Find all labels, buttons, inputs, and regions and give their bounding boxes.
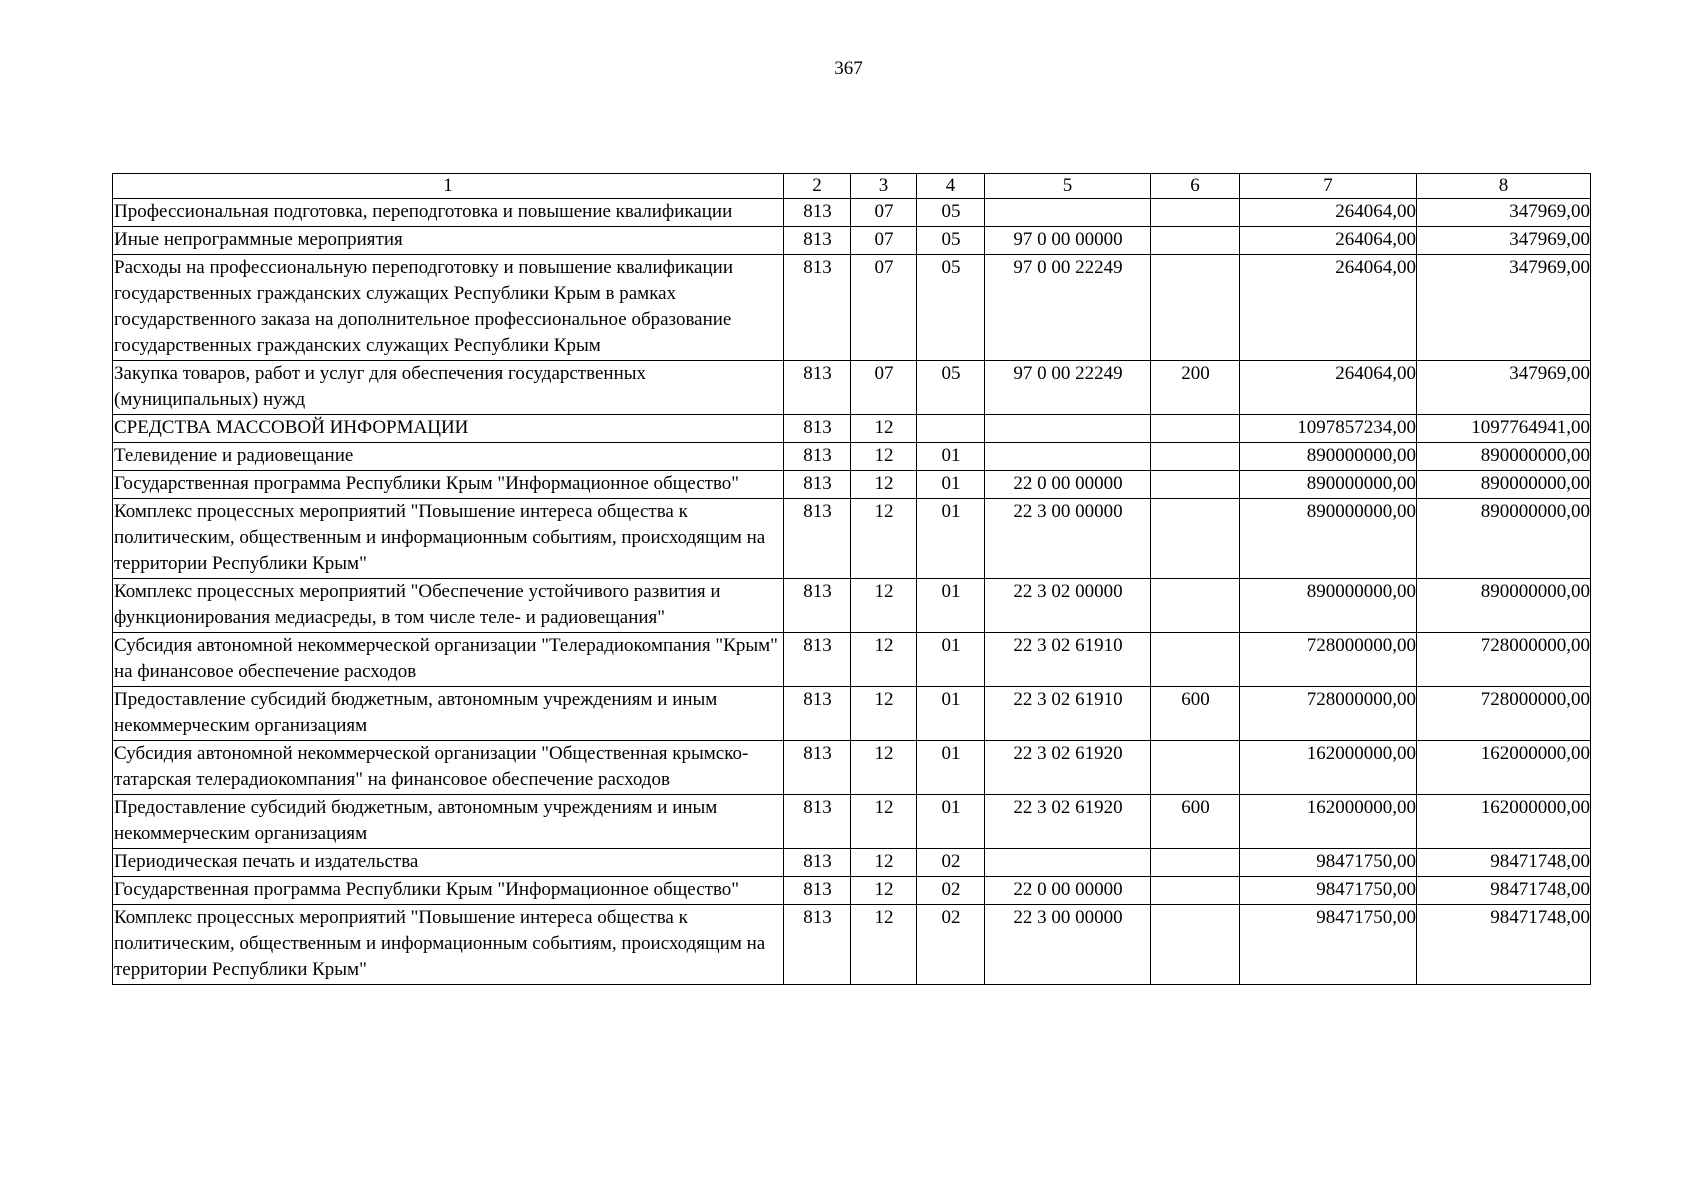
row-amount-7: 264064,00 <box>1240 361 1417 415</box>
row-code-2: 813 <box>784 499 851 579</box>
row-name: Субсидия автономной некоммерческой организации "Общественная крымско-татарская телерадиокомпания" на финансовое обеспечение расходов <box>113 741 784 795</box>
row-code-2: 813 <box>784 471 851 499</box>
row-code-6 <box>1151 199 1240 227</box>
row-code-2: 813 <box>784 633 851 687</box>
row-code-4: 05 <box>917 361 985 415</box>
row-code-3: 12 <box>851 687 917 741</box>
table-header <box>113 174 1591 199</box>
row-code-4: 01 <box>917 471 985 499</box>
row-amount-7: 264064,00 <box>1240 255 1417 361</box>
row-code-3: 12 <box>851 849 917 877</box>
row-name: Профессиональная подготовка, переподготовка и повышение квалификации <box>113 199 784 227</box>
row-code-5: 97 0 00 00000 <box>985 227 1151 255</box>
row-code-5: 22 3 02 61910 <box>985 633 1151 687</box>
row-amount-7: 890000000,00 <box>1240 443 1417 471</box>
row-name: Комплекс процессных мероприятий "Повышение интереса общества к политическим, общественным и информационным событиям, происходящим на территории Республики Крым" <box>113 499 784 579</box>
row-code-6 <box>1151 443 1240 471</box>
row-code-4: 05 <box>917 227 985 255</box>
row-code-6 <box>1151 255 1240 361</box>
row-name: Государственная программа Республики Крым "Информационное общество" <box>113 471 784 499</box>
row-code-4: 01 <box>917 741 985 795</box>
row-code-4: 01 <box>917 633 985 687</box>
row-amount-7: 98471750,00 <box>1240 877 1417 905</box>
row-code-2: 813 <box>784 361 851 415</box>
row-code-2: 813 <box>784 905 851 985</box>
header-col-3: 3 <box>851 174 917 199</box>
header-col-8: 8 <box>1417 174 1591 199</box>
row-amount-8: 1097764941,00 <box>1417 415 1591 443</box>
row-name: Предоставление субсидий бюджетным, автономным учреждениям и иным некоммерческим организациям <box>113 795 784 849</box>
row-code-4: 01 <box>917 795 985 849</box>
row-code-5: 97 0 00 22249 <box>985 255 1151 361</box>
row-amount-8: 728000000,00 <box>1417 687 1591 741</box>
row-code-6 <box>1151 877 1240 905</box>
row-code-4: 02 <box>917 849 985 877</box>
row-code-3: 12 <box>851 741 917 795</box>
row-code-4: 05 <box>917 199 985 227</box>
row-code-6 <box>1151 633 1240 687</box>
row-code-6 <box>1151 741 1240 795</box>
row-amount-8: 890000000,00 <box>1417 499 1591 579</box>
row-amount-7: 890000000,00 <box>1240 579 1417 633</box>
row-amount-7: 98471750,00 <box>1240 849 1417 877</box>
row-amount-7: 98471750,00 <box>1240 905 1417 985</box>
row-code-2: 813 <box>784 877 851 905</box>
row-code-5: 22 3 00 00000 <box>985 905 1151 985</box>
table-row <box>113 499 1591 579</box>
row-amount-7: 264064,00 <box>1240 199 1417 227</box>
table-row <box>113 199 1591 227</box>
page-number: 367 <box>834 58 863 79</box>
row-amount-7: 162000000,00 <box>1240 741 1417 795</box>
row-amount-7: 264064,00 <box>1240 227 1417 255</box>
row-amount-7: 728000000,00 <box>1240 633 1417 687</box>
row-code-3: 12 <box>851 499 917 579</box>
row-code-5: 22 0 00 00000 <box>985 471 1151 499</box>
row-code-4: 05 <box>917 255 985 361</box>
row-code-2: 813 <box>784 443 851 471</box>
row-code-6 <box>1151 415 1240 443</box>
header-col-6: 6 <box>1151 174 1240 199</box>
row-code-2: 813 <box>784 415 851 443</box>
table-row <box>113 415 1591 443</box>
row-code-2: 813 <box>784 227 851 255</box>
row-code-6 <box>1151 471 1240 499</box>
row-code-2: 813 <box>784 255 851 361</box>
row-amount-8: 98471748,00 <box>1417 905 1591 985</box>
row-code-3: 12 <box>851 443 917 471</box>
row-code-4: 01 <box>917 687 985 741</box>
table-row <box>113 471 1591 499</box>
table-row <box>113 579 1591 633</box>
row-amount-8: 347969,00 <box>1417 199 1591 227</box>
row-amount-8: 347969,00 <box>1417 361 1591 415</box>
row-code-2: 813 <box>784 795 851 849</box>
row-code-5 <box>985 415 1151 443</box>
row-code-3: 12 <box>851 795 917 849</box>
table-row <box>113 877 1591 905</box>
row-code-6: 600 <box>1151 795 1240 849</box>
row-amount-8: 347969,00 <box>1417 255 1591 361</box>
header-col-4: 4 <box>917 174 985 199</box>
row-code-6: 200 <box>1151 361 1240 415</box>
row-name: Расходы на профессиональную переподготовку и повышение квалификации государственных гражданских служащих Республики Крым в рамках государственного заказа на дополнительное профессиональное образование государственных гражданских служащих Республики Крым <box>113 255 784 361</box>
row-name: Комплекс процессных мероприятий "Обеспечение устойчивого развития и функционирования медиасреды, в том числе теле- и радиовещания" <box>113 579 784 633</box>
row-code-3: 12 <box>851 415 917 443</box>
row-code-5: 22 3 02 00000 <box>985 579 1151 633</box>
row-code-3: 07 <box>851 227 917 255</box>
table-row <box>113 227 1591 255</box>
table-row <box>113 255 1591 361</box>
row-code-2: 813 <box>784 579 851 633</box>
row-code-3: 12 <box>851 905 917 985</box>
table-row <box>113 741 1591 795</box>
row-code-4: 02 <box>917 905 985 985</box>
row-code-3: 12 <box>851 633 917 687</box>
row-amount-8: 98471748,00 <box>1417 877 1591 905</box>
row-amount-7: 728000000,00 <box>1240 687 1417 741</box>
table-row <box>113 443 1591 471</box>
row-code-5 <box>985 849 1151 877</box>
row-name: Телевидение и радиовещание <box>113 443 784 471</box>
budget-table <box>112 173 1591 985</box>
row-code-2: 813 <box>784 741 851 795</box>
row-amount-7: 890000000,00 <box>1240 471 1417 499</box>
header-col-7: 7 <box>1240 174 1417 199</box>
row-code-5: 22 3 02 61920 <box>985 741 1151 795</box>
row-code-5: 22 0 00 00000 <box>985 877 1151 905</box>
table-row <box>113 361 1591 415</box>
row-code-3: 07 <box>851 361 917 415</box>
row-code-3: 12 <box>851 471 917 499</box>
row-code-2: 813 <box>784 199 851 227</box>
row-code-3: 12 <box>851 579 917 633</box>
row-amount-7: 890000000,00 <box>1240 499 1417 579</box>
row-amount-8: 347969,00 <box>1417 227 1591 255</box>
row-code-3: 07 <box>851 255 917 361</box>
row-amount-8: 98471748,00 <box>1417 849 1591 877</box>
row-code-5: 22 3 00 00000 <box>985 499 1151 579</box>
row-code-5: 22 3 02 61910 <box>985 687 1151 741</box>
row-code-5: 22 3 02 61920 <box>985 795 1151 849</box>
row-amount-8: 162000000,00 <box>1417 795 1591 849</box>
row-name: Комплекс процессных мероприятий "Повышение интереса общества к политическим, общественным и информационным событиям, происходящим на территории Республики Крым" <box>113 905 784 985</box>
row-amount-8: 890000000,00 <box>1417 579 1591 633</box>
header-col-1: 1 <box>113 174 784 199</box>
row-code-6 <box>1151 579 1240 633</box>
row-code-2: 813 <box>784 849 851 877</box>
row-code-4: 01 <box>917 499 985 579</box>
row-code-5: 97 0 00 22249 <box>985 361 1151 415</box>
row-code-2: 813 <box>784 687 851 741</box>
row-name: СРЕДСТВА МАССОВОЙ ИНФОРМАЦИИ <box>113 415 784 443</box>
row-amount-7: 1097857234,00 <box>1240 415 1417 443</box>
row-code-4: 02 <box>917 877 985 905</box>
row-code-4: 01 <box>917 443 985 471</box>
row-amount-8: 890000000,00 <box>1417 471 1591 499</box>
header-row <box>113 174 1591 199</box>
header-col-5: 5 <box>985 174 1151 199</box>
row-code-4 <box>917 415 985 443</box>
row-code-6 <box>1151 905 1240 985</box>
row-code-3: 07 <box>851 199 917 227</box>
row-amount-8: 728000000,00 <box>1417 633 1591 687</box>
row-code-3: 12 <box>851 877 917 905</box>
row-amount-8: 890000000,00 <box>1417 443 1591 471</box>
row-code-5 <box>985 199 1151 227</box>
row-name: Закупка товаров, работ и услуг для обеспечения государственных (муниципальных) нужд <box>113 361 784 415</box>
row-code-6 <box>1151 849 1240 877</box>
table-row <box>113 633 1591 687</box>
table-row <box>113 905 1591 985</box>
row-code-6 <box>1151 227 1240 255</box>
row-amount-8: 162000000,00 <box>1417 741 1591 795</box>
header-col-2: 2 <box>784 174 851 199</box>
table-row <box>113 849 1591 877</box>
row-code-4: 01 <box>917 579 985 633</box>
row-name: Периодическая печать и издательства <box>113 849 784 877</box>
row-code-6: 600 <box>1151 687 1240 741</box>
row-name: Предоставление субсидий бюджетным, автономным учреждениям и иным некоммерческим организациям <box>113 687 784 741</box>
row-name: Иные непрограммные мероприятия <box>113 227 784 255</box>
row-name: Субсидия автономной некоммерческой организации "Телерадиокомпания "Крым" на финансовое обеспечение расходов <box>113 633 784 687</box>
row-code-6 <box>1151 499 1240 579</box>
row-amount-7: 162000000,00 <box>1240 795 1417 849</box>
row-code-5 <box>985 443 1151 471</box>
table-row <box>113 687 1591 741</box>
table-row <box>113 795 1591 849</box>
table-body <box>113 199 1591 985</box>
row-name: Государственная программа Республики Крым "Информационное общество" <box>113 877 784 905</box>
